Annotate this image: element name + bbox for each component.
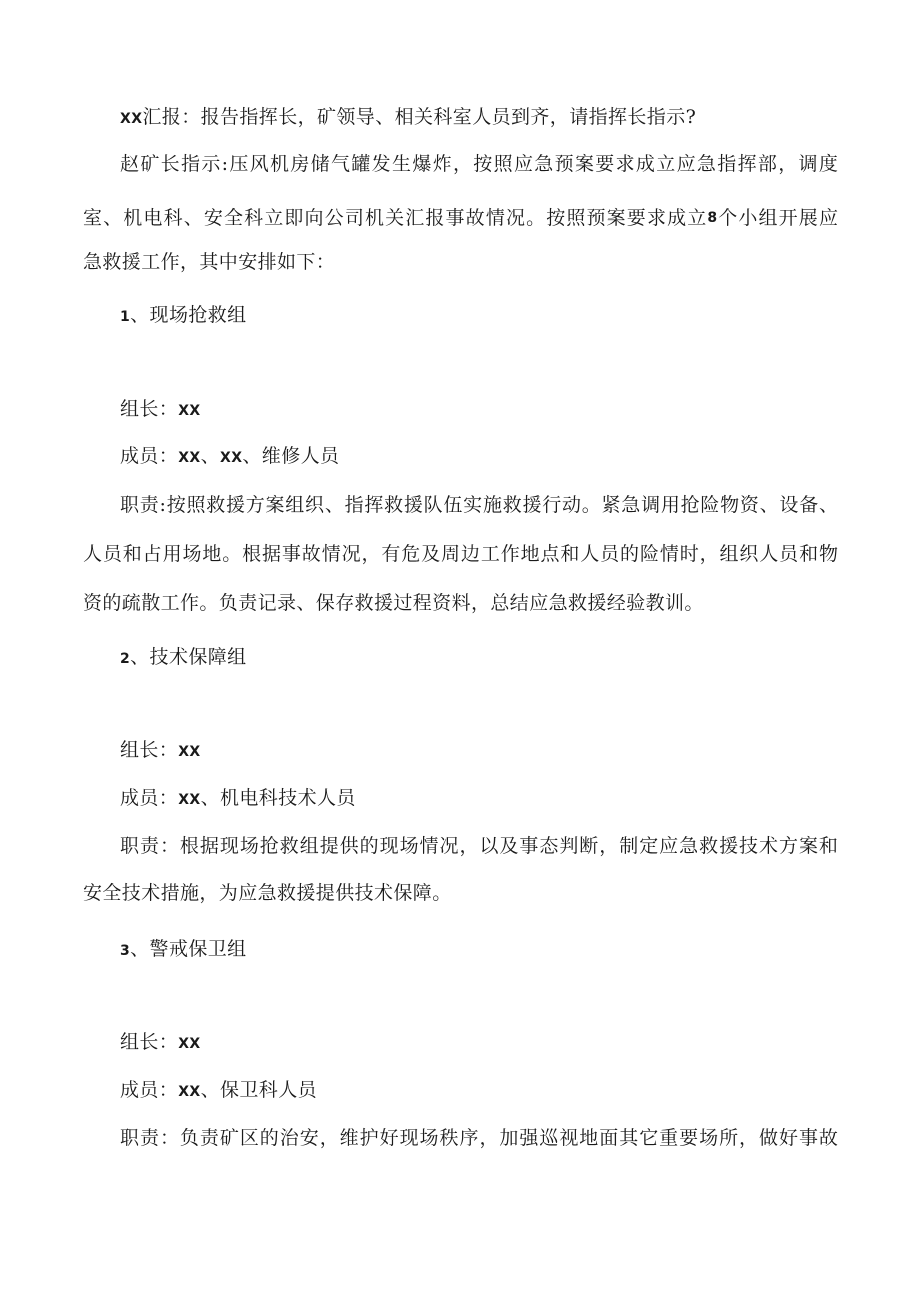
group-leader-3: 组长：XX [120, 1031, 201, 1053]
instruction-line-2: 室 、 机 电 科 、 安 全 科 立 即 向 公 司 机 关 汇 报 事 故 情 况 。 按 照 预 案 要 求 成 立 8 个 小 组 开 展 应 [83, 207, 838, 229]
group-members-2: 成员：XX、机电科技术人员 [120, 787, 356, 809]
group-leader-1: 组长：XX [120, 398, 201, 420]
report-line: XX汇报：报告指挥长，矿领导、相关科室人员到齐，请指挥长指示? [120, 106, 697, 128]
group-heading-2: 2、技术保障组 [120, 646, 247, 668]
group-duty-1-line-2: 人 员 和 占 用 场 地 。 根 据 事 故 情 况 ， 有 危 及 周 边 工 作 地 点 和 人 员 的 险 情 时 ， 组 织 人 员 和 物 [83, 543, 838, 565]
group-duty-1-line-3: 资的疏散工作。负责记录、保存救援过程资料，总结应急救援经验教训。 [83, 592, 704, 614]
group-leader-2: 组长：XX [120, 739, 201, 761]
instruction-line-1: 赵 矿 长 指 示 : 压 风 机 房 储 气 罐 发 生 爆 炸 ， 按 照 应 急 预 案 要 求 成 立 应 急 指 挥 部 ， 调 度 [120, 153, 838, 175]
group-members-1: 成员：XX、XX、维修人员 [120, 445, 340, 467]
group-duty-2-line-2: 安全技术措施，为应急救援提供技术保障。 [83, 882, 452, 904]
group-members-3: 成员：XX、保卫科人员 [120, 1079, 317, 1101]
group-duty-3-line-1: 职 责 ： 负 责 矿 区 的 治 安 ， 维 护 好 现 场 秩 序 ， 加 强 巡 视 地 面 其 它 重 要 场 所 ， 做 好 事 故 [120, 1127, 838, 1149]
group-duty-1-line-1: 职 责 : 按 照 救 援 方 案 组 织 、 指 挥 救 援 队 伍 实 施 救 援 行 动 。 紧 急 调 用 抢 险 物 资 、 设 备 、 [120, 494, 838, 516]
group-heading-1: 1、现场抢救组 [120, 304, 247, 326]
instruction-line-3: 急救援工作，其中安排如下： [83, 251, 336, 273]
group-heading-3: 3、警戒保卫组 [120, 938, 247, 960]
group-duty-2-line-1: 职 责 ： 根 据 现 场 抢 救 组 提 供 的 现 场 情 况 ， 以 及 事 态 判 断 ， 制 定 应 急 救 援 技 术 方 案 和 [120, 835, 838, 857]
